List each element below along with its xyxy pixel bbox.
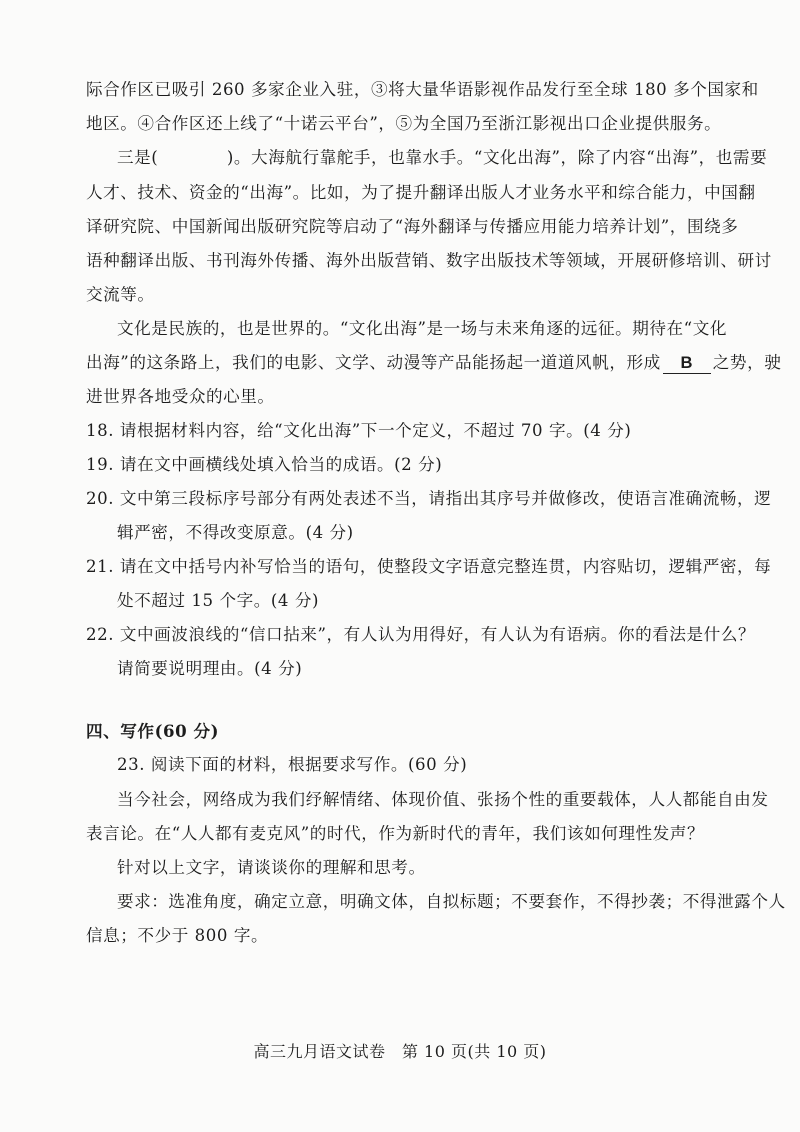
text-line (86, 351, 781, 375)
text-line: 际合作区已吸引 260 多家企业入驻，③将大量华语影视作品发行至全球 180 多个国家和 (86, 80, 759, 99)
text-line: 进世界各地受众的心里。 (86, 387, 275, 406)
question-21: 21. 请在文中括号内补写恰当的语句，使整段文字语意完整连贯，内容贴切，逻辑严密，每 (86, 557, 772, 576)
text-fragment: 之势，驶 (712, 353, 782, 372)
text-line: 地区。④合作区还上线了“十诺云平台”，⑤为全国乃至浙江影视出口企业提供服务。 (86, 114, 722, 133)
text-line: 译研究院、中国新闻出版研究院等启动了“海外翻译与传播应用能力培养计划”，围绕多 (86, 217, 739, 236)
requirements-text: 信息；不少于 800 字。 (86, 926, 269, 945)
question-23: 23. 阅读下面的材料，根据要求写作。(60 分) (117, 755, 468, 774)
question-21-cont: 处不超过 15 个字。(4 分) (117, 591, 319, 610)
question-20: 20. 文中第三段标序号部分有两处表述不当，请指出其序号并做修改，使语言准确流畅，逻 (86, 489, 772, 508)
text-line: 交流等。 (86, 285, 155, 304)
question-20-cont: 辑严密，不得改变原意。(4 分) (117, 523, 354, 542)
question-22: 22. 文中画波浪线的“信口拈来”，有人认为用得好，有人认为有语病。你的看法是什么？ (86, 625, 756, 644)
text-line: 文化是民族的，也是世界的。“文化出海”是一场与未来角逐的远征。期待在“文化 (117, 319, 727, 338)
text-fragment: 出海”的这条路上，我们的电影、文学、动漫等产品能扬起一道道风帆，形成 (86, 353, 661, 372)
text-line: 三是( )。大海航行靠舵手，也靠水手。“文化出海”，除了内容“出海”，也需要 (117, 148, 768, 167)
question-22-cont: 请简要说明理由。(4 分) (117, 659, 303, 678)
text-line: 人才、技术、资金的“出海”。比如，为了提升翻译出版人才业务水平和综合能力，中国翻 (86, 183, 756, 202)
fill-blank-b: B (663, 353, 711, 374)
requirements-text: 要求：选准角度，确定立意，明确文体，自拟标题；不要套作，不得抄袭；不得泄露个人 (117, 892, 786, 911)
section-title-writing: 四、写作(60 分) (86, 721, 220, 741)
text-line: 语种翻译出版、书刊海外传播、海外出版营销、数字出版技术等领域，开展研修培训、研讨 (86, 251, 772, 270)
material-text: 针对以上文字，请谈谈你的理解和思考。 (117, 858, 426, 877)
question-19: 19. 请在文中画横线处填入恰当的成语。(2 分) (86, 455, 443, 474)
page-footer: 高三九月语文试卷 第 10 页(共 10 页) (253, 1042, 547, 1061)
material-text: 当今社会，网络成为我们纾解情绪、体现价值、张扬个性的重要载体，人人都能自由发 (117, 790, 769, 809)
question-18: 18. 请根据材料内容，给“文化出海”下一个定义，不超过 70 字。(4 分) (86, 421, 632, 440)
material-text: 表言论。在“人人都有麦克风”的时代，作为新时代的青年，我们该如何理性发声？ (86, 824, 705, 843)
